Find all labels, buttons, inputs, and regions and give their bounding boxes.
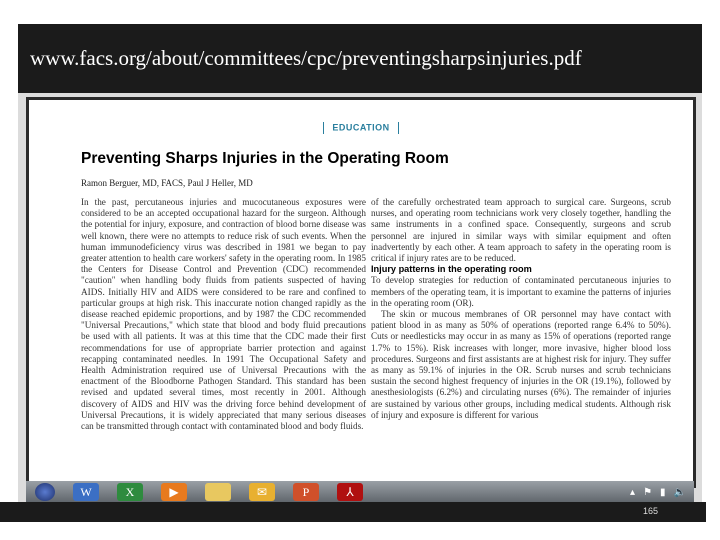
system-tray [630, 487, 694, 498]
section-label [29, 122, 693, 134]
subheading: Injury patterns in the operating room [371, 264, 532, 275]
excel-icon[interactable]: X [117, 483, 143, 501]
volume-icon[interactable]: 🔈 [673, 486, 686, 498]
media-player-icon[interactable]: ▶ [161, 483, 187, 501]
divider [398, 122, 399, 134]
column-right [371, 197, 671, 421]
powerpoint-icon[interactable]: P [293, 483, 319, 501]
slide-footer [0, 502, 706, 522]
chevron-up-icon[interactable]: ▴ [630, 486, 636, 498]
pdf-page [26, 97, 696, 488]
url-banner: www.facs.org/about/committees/cpc/preventingsharpsinjuries.pdf [18, 24, 702, 93]
paragraph: The skin or mucous membranes of OR personnel may have contact with patient blood in as many as 50% of operations (reported range 6.4% to 50%). Cuts or needlesticks may occur in as many as 15% of operations (reported range 1.7% to 15%). Risk increases with longer, more invasive, higher blood loss procedures. Surgeons and first assistants are at highest risk for injury. They suffer as many as 59.1% of injuries in the OR. Scrub nurses and scrub technicians sustain the second highest frequency of injuries in the OR (19.1%), followed by anesthesiologists (6.2%) and circulating nurses (6%). The remainder of injuries are sustained by various other groups, including medical students. Although risk of injury and exposure is different for various [371, 309, 671, 420]
word-icon[interactable]: W [73, 483, 99, 501]
adobe-reader-icon[interactable]: ⅄ [337, 483, 363, 501]
divider [323, 122, 324, 134]
paragraph: To develop strategies for reduction of contaminated percutaneous injuries to members of the operating team, it is important to examine the patterns of injuries in the operating room (OR). [371, 275, 671, 308]
article-title: Preventing Sharps Injuries in the Operating Room [81, 150, 449, 167]
article-authors: Ramon Berguer, MD, FACS, Paul J Heller, MD [81, 178, 253, 188]
outlook-icon[interactable]: ✉ [249, 483, 275, 501]
column-left [81, 197, 366, 432]
paragraph: of the carefully orchestrated team approach to surgical care. Surgeons, scrub nurses, and operating room technicians work very closely together, handling the same instruments in a confined space. Consequently, surgeons and scrub personnel are injured in similar ways with similar equipment and often inadvertently by each other. A team approach to safety in the operating room is critical if injury rates are to be reduced. [371, 197, 671, 264]
paragraph: In the past, percutaneous injuries and mucocutaneous exposures were considered to be an accepted occupational hazard for the surgeon. Although the potential for injury, exposure, and contraction of blood borne disease was well known, there were no attempts to reduce risk of such events. When the human immunodeficiency virus was described in 1981 we began to pay greater attention to health care workers' safety in the operating room. In 1985 the Centers for Disease Control and Prevention (CDC) recommended "caution" when handling body fluids from patients suspected of having AIDS. Initially HIV and AIDS were considered to be rare and confined to particular groups at high risk. This inaccurate notion changed rapidly as the disease reached epidemic proportions, and by 1987 the CDC recommended "Universal Precautions," which state that blood and body fluid precautions be used with all patients. It was at this time that the CDC made their first recommendations for use of appropriate barrier protection and against recapping contaminated needles. In 1991 The Occupational Safety and Health Administration required use of Universal Precautions with the enactment of the Bloodborne Pathogen Standard. This standard has been revised and updated several times, most recently in 2001. Although discovery of AIDS and HIV was the driving force behind development of Universal Precautions, it is widely appreciated that many serious diseases can be transmitted through contact with contaminated blood and body fluids. [81, 197, 366, 432]
section-text: EDUCATION [332, 122, 390, 133]
flag-icon[interactable]: ⚑ [643, 486, 653, 498]
windows-taskbar [26, 481, 694, 503]
page-number: 165 [642, 506, 658, 516]
folder-icon[interactable] [205, 483, 231, 501]
start-button-icon[interactable] [35, 483, 55, 501]
screenshot-frame [18, 93, 702, 503]
network-icon[interactable]: ▮ [660, 486, 666, 498]
